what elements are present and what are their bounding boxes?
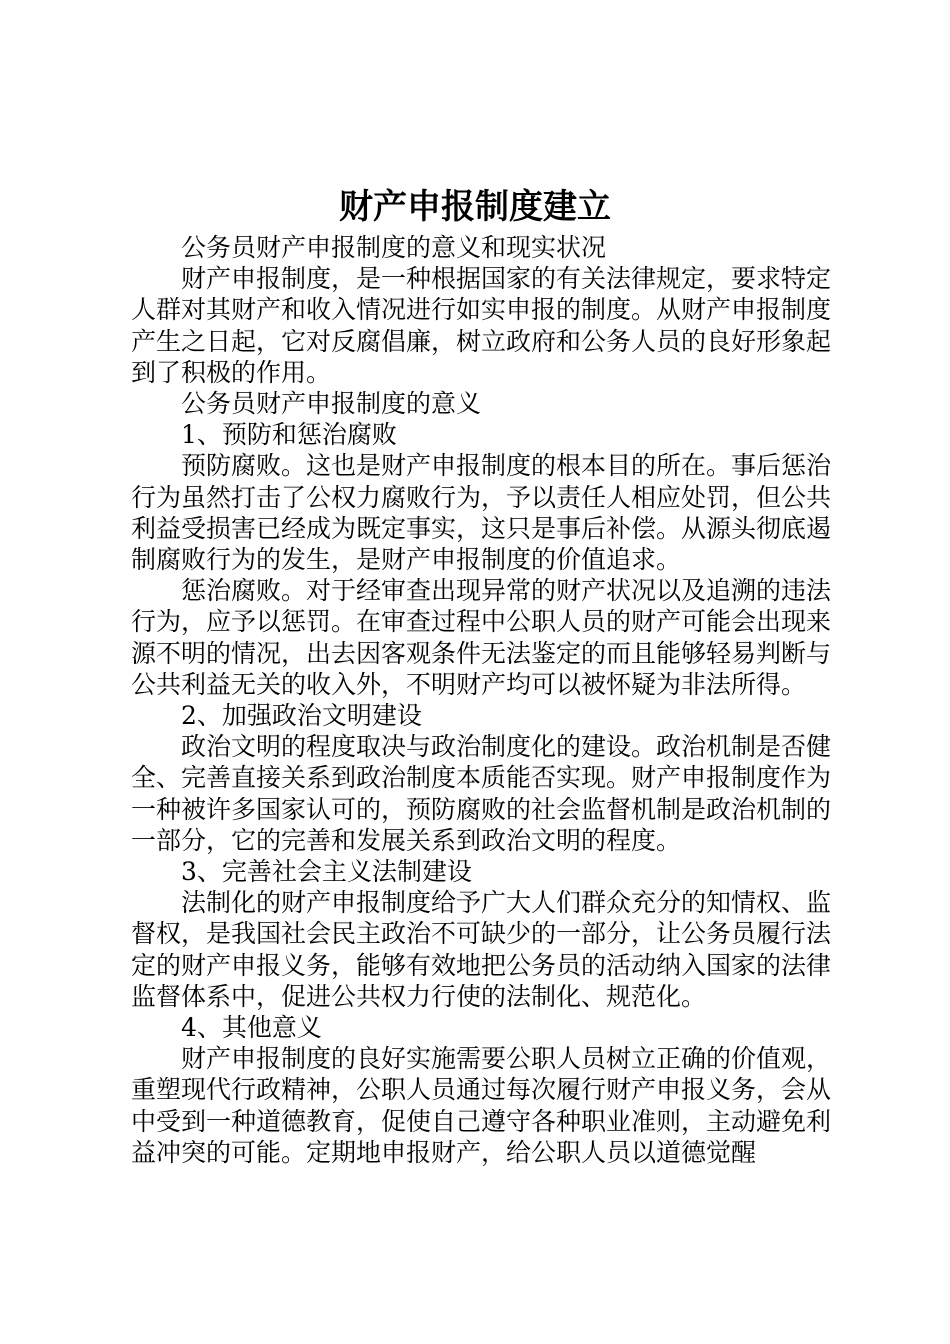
paragraph: 财产申报制度，是一种根据国家的有关法律规定，要求特定人群对其财产和收入情况进行如实申报的制度。从财产申报制度产生之日起，它对反腐倡廉，树立政府和公务人员的良好形象起到了积极的作用。 [131, 264, 832, 387]
document-title: 财产申报制度建立 [339, 187, 611, 227]
paragraph: 政治文明的程度取决与政治制度化的建设。政治机制是否健全、完善直接关系到政治制度本质能否实现。财产申报制度作为一种被许多国家认可的，预防腐败的社会监督机制是政治机制的一部分，它的完善和发展关系到政治文明的程度。 [131, 732, 832, 855]
paragraph: 惩治腐败。对于经审查出现异常的财产状况以及追溯的违法行为，应予以惩罚。在审查过程中公职人员的财产可能会出现来源不明的情况，出去因客观条件无法鉴定的而且能够轻易判断与公共利益无关的收入外，不明财产均可以被怀疑为非法所得。 [131, 576, 832, 699]
subsection-heading: 3、完善社会主义法制建设 [181, 857, 472, 887]
section-heading: 公务员财产申报制度的意义和现实状况 [181, 233, 607, 262]
subsection-heading: 1、预防和惩治腐败 [181, 420, 397, 450]
subsection-heading: 2、加强政治文明建设 [181, 701, 422, 731]
paragraph: 预防腐败。这也是财产申报制度的根本目的所在。事后惩治行为虽然打击了公权力腐败行为，予以责任人相应处罚，但公共利益受损害已经成为既定事实，这只是事后补偿。从源头彻底遏制腐败行为的发生，是财产申报制度的价值追求。 [131, 451, 832, 575]
section-heading: 公务员财产申报制度的意义 [181, 389, 482, 419]
paragraph: 财产申报制度的良好实施需要公职人员树立正确的价值观，重塑现代行政精神，公职人员通过每次履行财产申报义务，会从中受到一种道德教育，促使自己遵守各种职业准则，主动避免利益冲突的可能。定期地申报财产，给公职人员以道德觉醒 [131, 1044, 832, 1167]
subsection-heading: 4、其他意义 [181, 1013, 322, 1043]
paragraph: 法制化的财产申报制度给予广大人们群众充分的知情权、监督权，是我国社会民主政治不可缺少的一部分，让公务员履行法定的财产申报义务，能够有效地把公务员的活动纳入国家的法律监督体系中，促进公共权力行使的法制化、规范化。 [131, 888, 832, 1011]
document-body [131, 232, 831, 1168]
